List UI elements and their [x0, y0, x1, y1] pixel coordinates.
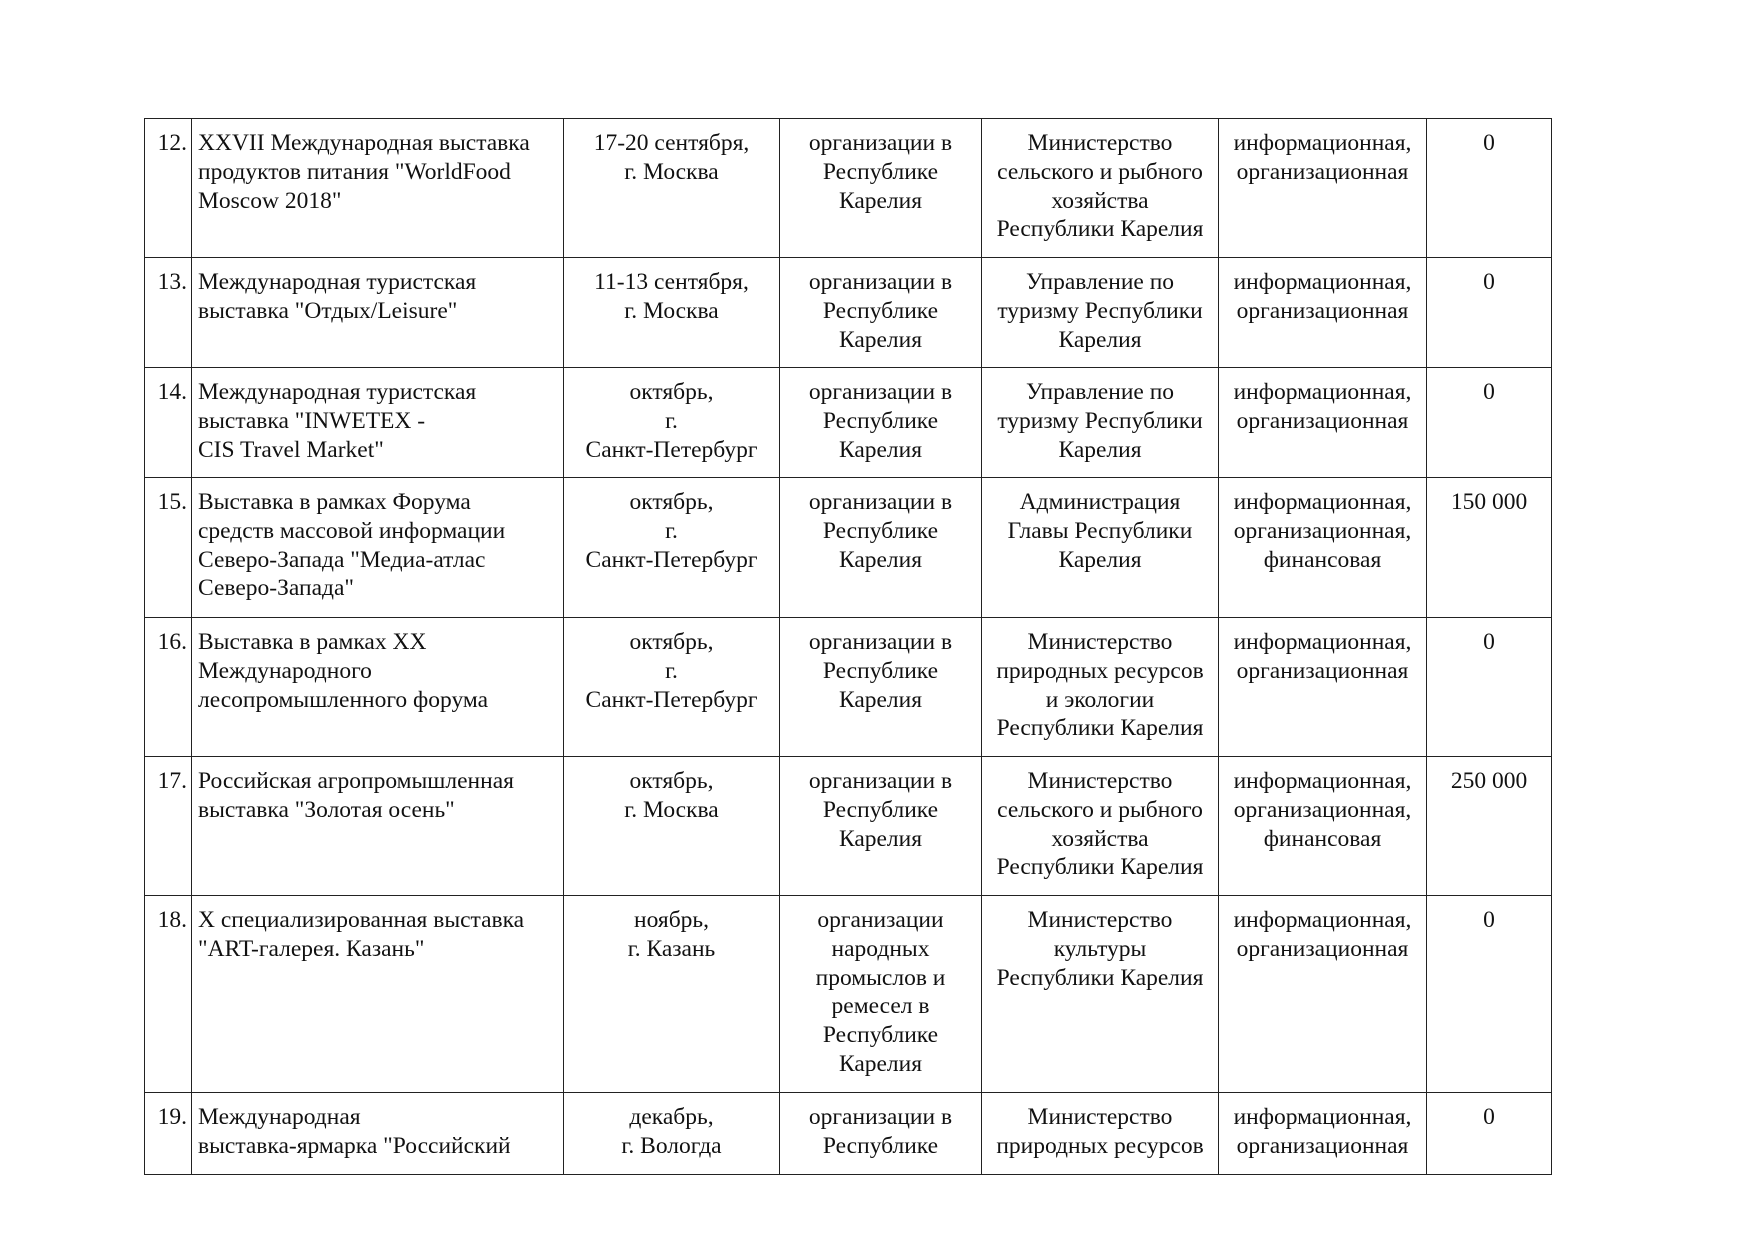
organizer-cell: Администрация Главы Республики Карелия	[982, 478, 1219, 618]
participants-cell: организации в Республике Карелия	[780, 119, 982, 258]
table-row	[145, 258, 1552, 368]
row-number-cell: 13.	[145, 258, 192, 368]
row-number-cell: 17.	[145, 757, 192, 896]
participants-cell: организации в Республике Карелия	[780, 258, 982, 368]
event-date-place-cell: октябрь, г. Санкт-Петербург	[564, 478, 780, 618]
event-date-place-cell: 17-20 сентября, г. Москва	[564, 119, 780, 258]
participants-cell: организации в Республике Карелия	[780, 757, 982, 896]
event-date-place-cell: декабрь, г. Вологда	[564, 1093, 780, 1175]
support-type-cell: информационная, организационная	[1219, 618, 1427, 757]
event-date-place-cell: ноябрь, г. Казань	[564, 896, 780, 1093]
row-number-cell: 19.	[145, 1093, 192, 1175]
funding-amount-cell: 0	[1427, 119, 1552, 258]
event-date-place-cell: октябрь, г. Санкт-Петербург	[564, 618, 780, 757]
table-row	[145, 478, 1552, 618]
organizer-cell: Министерство природных ресурсов	[982, 1093, 1219, 1175]
support-type-cell: информационная, организационная	[1219, 1093, 1427, 1175]
event-name-cell: X специализированная выставка "ART-галерея. Казань"	[192, 896, 564, 1093]
funding-amount-cell: 0	[1427, 618, 1552, 757]
funding-amount-cell: 150 000	[1427, 478, 1552, 618]
row-number-cell: 18.	[145, 896, 192, 1093]
participants-cell: организации в Республике	[780, 1093, 982, 1175]
table-row	[145, 119, 1552, 258]
event-name-cell: XXVII Международная выставка продуктов питания "WorldFood Moscow 2018"	[192, 119, 564, 258]
events-table	[144, 118, 1552, 1175]
table-row	[145, 1093, 1552, 1175]
organizer-cell: Министерство сельского и рыбного хозяйства Республики Карелия	[982, 757, 1219, 896]
event-name-cell: Российская агропромышленная выставка "Золотая осень"	[192, 757, 564, 896]
event-name-cell: Международная туристская выставка "INWETEX - CIS Travel Market"	[192, 368, 564, 478]
organizer-cell: Управление по туризму Республики Карелия	[982, 258, 1219, 368]
support-type-cell: информационная, организационная	[1219, 368, 1427, 478]
table-row	[145, 368, 1552, 478]
funding-amount-cell: 0	[1427, 368, 1552, 478]
event-name-cell: Выставка в рамках XX Международного лесопромышленного форума	[192, 618, 564, 757]
table-row	[145, 757, 1552, 896]
support-type-cell: информационная, организационная, финансовая	[1219, 757, 1427, 896]
event-date-place-cell: 11-13 сентября, г. Москва	[564, 258, 780, 368]
event-date-place-cell: октябрь, г. Москва	[564, 757, 780, 896]
organizer-cell: Министерство культуры Республики Карелия	[982, 896, 1219, 1093]
row-number-cell: 14.	[145, 368, 192, 478]
organizer-cell: Управление по туризму Республики Карелия	[982, 368, 1219, 478]
participants-cell: организации в Республике Карелия	[780, 618, 982, 757]
support-type-cell: информационная, организационная	[1219, 119, 1427, 258]
funding-amount-cell: 0	[1427, 1093, 1552, 1175]
funding-amount-cell: 0	[1427, 258, 1552, 368]
table-row	[145, 896, 1552, 1093]
table-row	[145, 618, 1552, 757]
participants-cell: организации в Республике Карелия	[780, 368, 982, 478]
row-number-cell: 15.	[145, 478, 192, 618]
funding-amount-cell: 0	[1427, 896, 1552, 1093]
participants-cell: организации в Республике Карелия	[780, 478, 982, 618]
event-date-place-cell: октябрь, г. Санкт-Петербург	[564, 368, 780, 478]
organizer-cell: Министерство природных ресурсов и экологии Республики Карелия	[982, 618, 1219, 757]
support-type-cell: информационная, организационная	[1219, 896, 1427, 1093]
event-name-cell: Выставка в рамках Форума средств массовой информации Северо-Запада "Медиа-атлас Северо-Запада"	[192, 478, 564, 618]
event-name-cell: Международная выставка-ярмарка "Российский	[192, 1093, 564, 1175]
row-number-cell: 12.	[145, 119, 192, 258]
support-type-cell: информационная, организационная, финансовая	[1219, 478, 1427, 618]
organizer-cell: Министерство сельского и рыбного хозяйства Республики Карелия	[982, 119, 1219, 258]
event-name-cell: Международная туристская выставка "Отдых/Leisure"	[192, 258, 564, 368]
row-number-cell: 16.	[145, 618, 192, 757]
participants-cell: организации народных промыслов и ремесел в Республике Карелия	[780, 896, 982, 1093]
funding-amount-cell: 250 000	[1427, 757, 1552, 896]
support-type-cell: информационная, организационная	[1219, 258, 1427, 368]
